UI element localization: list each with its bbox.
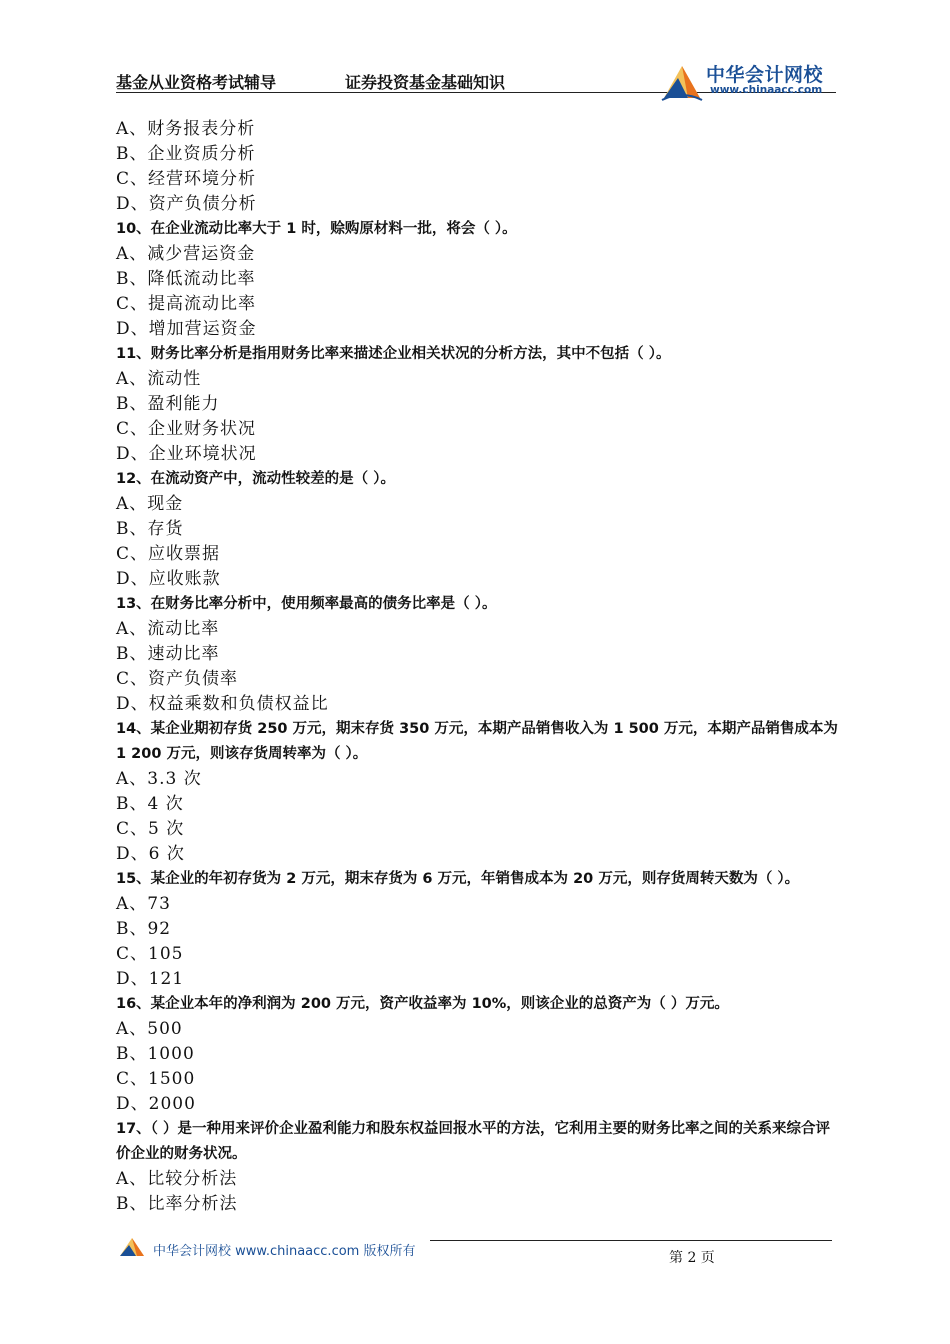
answer-option: C、资产负债率 [116, 669, 239, 689]
question-list [116, 117, 840, 1217]
answer-option: D、2000 [116, 1094, 196, 1114]
question-stem: 17、（ ）是一种用来评价企业盈利能力和股东权益回报水平的方法，它利用主要的财务比率之间的关系来综合评价企业的财务状况。 [116, 1121, 830, 1162]
page-number: 第 2 页 [669, 1250, 715, 1266]
question-stem: 10、在企业流动比率大于 1 时，赊购原材料一批，将会（ ）。 [116, 221, 517, 237]
answer-option: B、4 次 [116, 794, 184, 814]
logo-url: www.chinaacc.com [710, 84, 823, 96]
answer-option: B、企业资质分析 [116, 144, 256, 164]
answer-option: D、6 次 [116, 844, 185, 864]
answer-option: A、流动比率 [116, 619, 220, 639]
answer-option: D、企业环境状况 [116, 444, 257, 464]
answer-option: C、105 [116, 944, 184, 964]
answer-option: D、资产负债分析 [116, 194, 257, 214]
question-stem: 12、在流动资产中，流动性较差的是（ ）。 [116, 471, 395, 487]
answer-option: D、权益乘数和负债权益比 [116, 694, 329, 714]
answer-option: C、应收票据 [116, 544, 221, 564]
header-left-title: 基金从业资格考试辅导 [116, 73, 277, 92]
question-stem: 16、某企业本年的净利润为 200 万元，资产收益率为 10%，则该企业的总资产为（ ）万元。 [116, 996, 729, 1012]
question-stem: 15、某企业的年初存货为 2 万元，期末存货为 6 万元，年销售成本为 20 万元，则存货周转天数为（ ）。 [116, 871, 800, 887]
answer-option: A、财务报表分析 [116, 119, 256, 139]
answer-option: D、应收账款 [116, 569, 221, 589]
answer-option: A、现金 [116, 494, 184, 514]
answer-option: A、3.3 次 [116, 769, 202, 789]
answer-option: D、121 [116, 969, 185, 989]
logo-name: 中华会计网校 [706, 64, 824, 86]
question-stem: 14、某企业期初存货 250 万元，期末存货 350 万元，本期产品销售收入为 1 500 万元，本期产品销售成本为 1 200 万元，则该存货周转率为（ ）。 [116, 721, 838, 762]
answer-option: C、提高流动比率 [116, 294, 257, 314]
footer-divider [430, 1240, 832, 1241]
answer-option: A、减少营运资金 [116, 244, 256, 264]
question-stem: 11、财务比率分析是指用财务比率来描述企业相关状况的分析方法，其中不包括（ ）。 [116, 346, 671, 362]
answer-option: C、经营环境分析 [116, 169, 257, 189]
answer-option: A、流动性 [116, 369, 202, 389]
answer-option: B、速动比率 [116, 644, 220, 664]
answer-option: B、比率分析法 [116, 1194, 238, 1214]
site-logo [660, 58, 845, 102]
answer-option: C、1500 [116, 1069, 196, 1089]
answer-option: A、500 [116, 1019, 183, 1039]
answer-option: B、盈利能力 [116, 394, 220, 414]
answer-option: B、92 [116, 919, 172, 939]
logo-mark-icon [660, 62, 704, 102]
answer-option: A、比较分析法 [116, 1169, 238, 1189]
answer-option: A、73 [116, 894, 171, 914]
answer-option: D、增加营运资金 [116, 319, 257, 339]
header-center-title: 证券投资基金基础知识 [345, 73, 506, 92]
answer-option: B、存货 [116, 519, 184, 539]
question-stem: 13、在财务比率分析中，使用频率最高的债务比率是（ ）。 [116, 596, 497, 612]
answer-option: B、1000 [116, 1044, 195, 1064]
answer-option: B、降低流动比率 [116, 269, 256, 289]
footer-logo-icon [118, 1236, 148, 1258]
footer-copyright: 中华会计网校 www.chinaacc.com 版权所有 [153, 1244, 416, 1259]
answer-option: C、5 次 [116, 819, 185, 839]
answer-option: C、企业财务状况 [116, 419, 257, 439]
